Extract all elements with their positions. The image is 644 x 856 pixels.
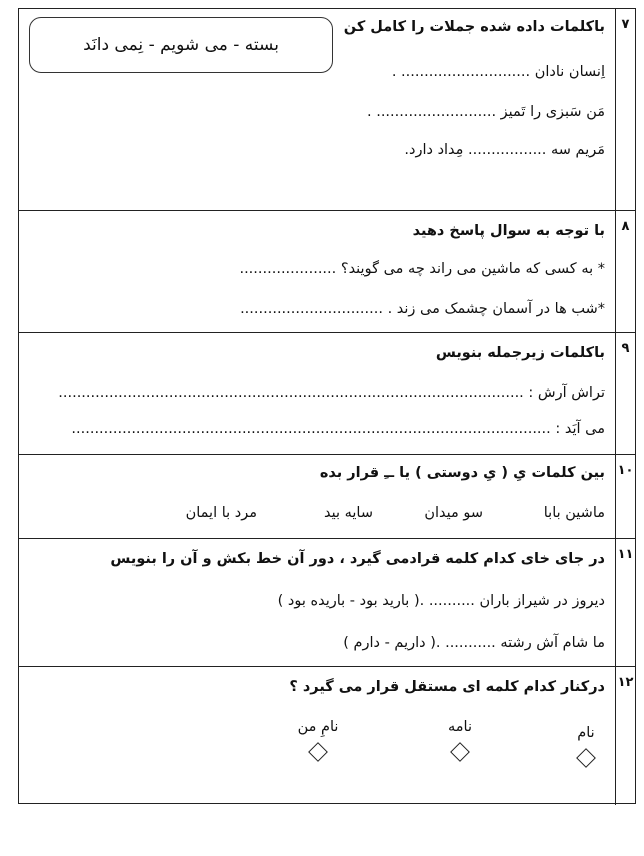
option-label: نام (577, 725, 595, 741)
question-title: درکنار کدام کلمه ای مستقل قرار می گیرد ؟ (289, 679, 605, 695)
diamond-checkbox-icon[interactable] (450, 742, 470, 762)
question-12 (19, 667, 635, 805)
question-number: ۸ (615, 211, 635, 332)
fill-blank-line: ما شام آش رشته ........... .( داریم - دارم ) (343, 635, 605, 651)
fill-blank-line: اِنسان نادان ............................ . (391, 64, 605, 80)
diamond-checkbox-icon[interactable] (308, 742, 328, 762)
fill-blank-line: دیروز در شیراز باران .......... .( بارید بود - باریده بود ) (277, 593, 605, 609)
word-bank-box: بسته - می شویم - نِمی دانَد (29, 17, 333, 73)
question-title: در جای خای کدام کلمه قرادمی گیرد ، دور آن خط بکش و آن را بنویس (110, 551, 605, 567)
question-7 (19, 9, 635, 211)
fill-blank-line: مَریم سه ................. مِداد دارد. (404, 142, 605, 158)
question-9 (19, 333, 635, 455)
question-number: ۱۱ (615, 539, 635, 666)
question-10 (19, 455, 635, 539)
option-label: نامه (448, 719, 472, 735)
word-item: مرد با ایمان (185, 505, 257, 521)
option-label: نامِ من (297, 719, 339, 735)
question-title: با توجه به سوال پاسخ دهید (412, 223, 605, 239)
question-number: ۹ (615, 333, 635, 454)
option-nam-e-man[interactable] (283, 719, 353, 759)
question-11 (19, 539, 635, 667)
answer-line: تراش آرش : ..................................................................................................... (58, 385, 605, 401)
worksheet (18, 8, 636, 804)
question-title: بین کلمات یِ ( یِ دوستی ) یا ــِ قرار بده (319, 465, 605, 481)
answer-line: *شب ها در آسمان چشمک می زند . ............................... (240, 301, 605, 317)
question-number: ۷ (615, 9, 635, 210)
question-title: باکلمات داده شده جملات را کامل کن (343, 19, 605, 35)
option-nam[interactable] (551, 725, 621, 765)
word-item: ماشین بابا (543, 505, 605, 521)
question-8 (19, 211, 635, 333)
word-item: سو میدان (424, 505, 483, 521)
question-number: ۱۲ (615, 667, 635, 805)
question-number: ۱۰ (615, 455, 635, 538)
word-item: سایه بید (323, 505, 373, 521)
answer-line: می آیَد : ........................................................................................................ (71, 421, 605, 437)
option-name[interactable] (425, 719, 495, 759)
answer-line: * به کسی که ماشین می راند چه می گویند؟ ..................... (239, 261, 605, 277)
diamond-checkbox-icon[interactable] (576, 748, 596, 768)
fill-blank-line: مَن سَبزی را تَمیز .......................... . (367, 104, 605, 120)
question-title: باکلمات زیرجمله بنویس (435, 345, 605, 361)
